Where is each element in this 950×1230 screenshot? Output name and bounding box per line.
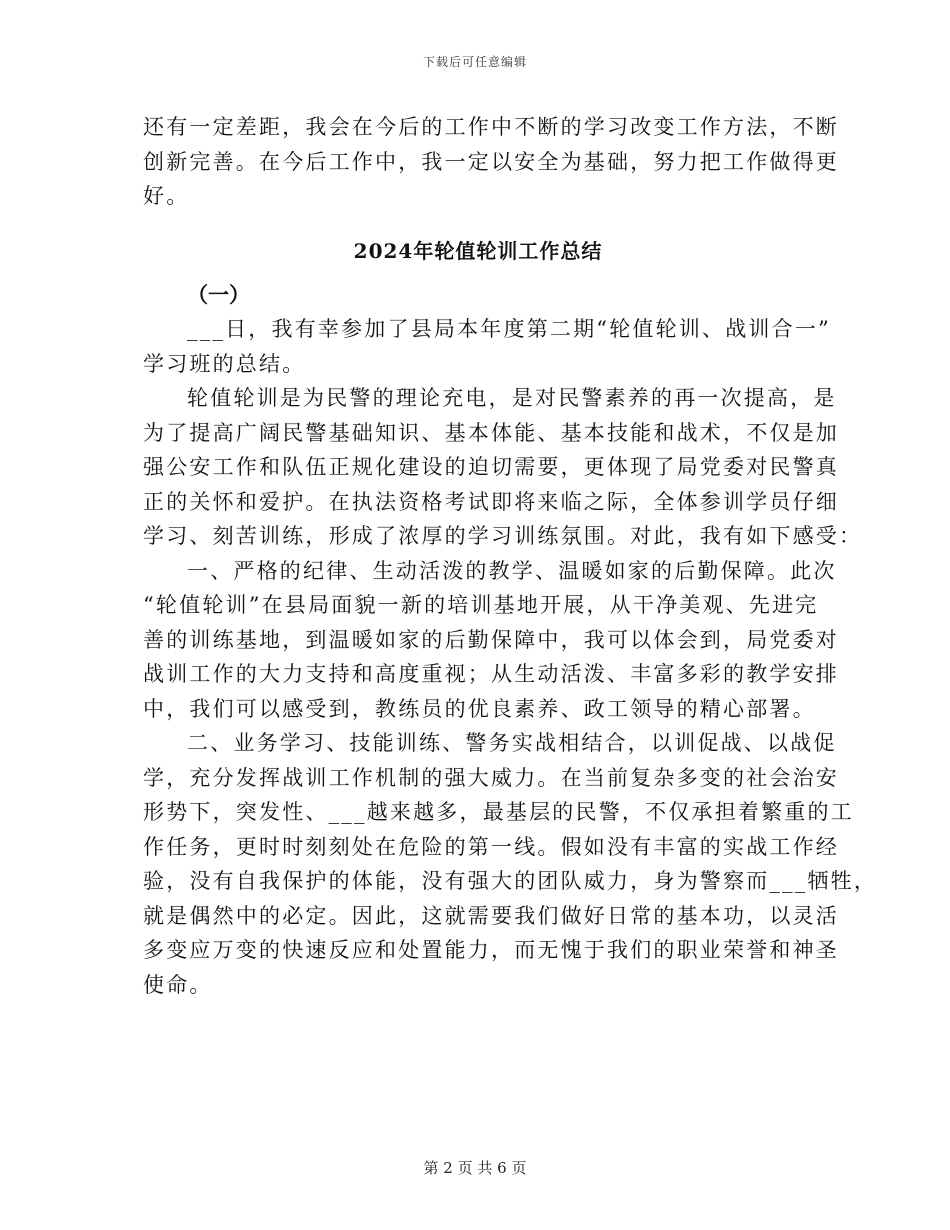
body-line: 验，没有自我保护的体能，没有强大的团队威力，身为警察而___牺牲， <box>143 869 878 893</box>
body-line: 形势下，突发性、___越来越多，最基层的民警，不仅承担着繁重的工 <box>143 800 854 824</box>
document-title: 2024年轮值轮训工作总结 <box>353 238 603 263</box>
paragraph-first-line: 一、严格的纪律、生动活泼的教学、温暖如家的后勤保障。此次 <box>187 558 837 583</box>
paragraph-first-line: ___日，我有幸参加了县局本年度第二期“轮值轮训、战训合一” <box>187 317 831 341</box>
body-line: “轮值轮训”在县局面貌一新的培训基地开展，从干净美观、先进完 <box>143 593 819 617</box>
body-line: 作任务，更时时刻刻处在危险的第一线。假如没有丰富的实战工作经 <box>143 834 839 859</box>
paragraph-first-line: 二、业务学习、技能训练、警务实战相结合，以训促战、以战促 <box>187 731 837 755</box>
body-line: 正的关怀和爱护。在执法资格考试即将来临之际，全体参训学员仔细 <box>143 489 839 514</box>
body-line: 创新完善。在今后工作中，我一定以安全为基础，努力把工作做得更 <box>143 149 839 174</box>
body-line: 多变应万变的快速反应和处置能力，而无愧于我们的职业荣誉和神圣 <box>143 938 839 962</box>
document-body <box>143 110 878 1002</box>
paragraph-first-line: 轮值轮训是为民警的理论充电，是对民警素养的再一次提高，是 <box>187 386 837 410</box>
body-line: 学习班的总结。 <box>143 351 306 376</box>
body-line: 还有一定差距，我会在今后的工作中不断的学习改变工作方法，不断 <box>143 115 839 139</box>
body-line: 学，充分发挥战训工作机制的强大威力。在当前复杂多变的社会治安 <box>143 765 839 790</box>
body-line: 中，我们可以感受到，教练员的优良素养、政工领导的精心部署。 <box>143 696 816 721</box>
body-line: 好。 <box>143 184 190 208</box>
body-line: 战训工作的大力支持和高度重视；从生动活泼、丰富多彩的教学安排 <box>143 662 839 686</box>
page-footer: 第 2 页 共 6 页 <box>423 1159 527 1177</box>
body-line: 使命。 <box>143 972 213 997</box>
body-line: 为了提高广阔民警基础知识、基本体能、基本技能和战术，不仅是加 <box>143 420 839 445</box>
body-line: 学习、刻苦训练，形成了浓厚的学习训练氛围。对此，我有如下感受： <box>143 524 863 548</box>
page-header: 下载后可任意编辑 <box>422 55 527 69</box>
body-line: 强公安工作和队伍正规化建设的迫切需要，更体现了局党委对民警真 <box>143 455 839 479</box>
body-line: 善的训练基地，到温暖如家的后勤保障中，我可以体会到，局党委对 <box>143 627 839 652</box>
section-number: （一） <box>187 281 250 307</box>
body-line: 就是偶然中的必定。因此，这就需要我们做好日常的基本功，以灵活 <box>143 903 839 928</box>
